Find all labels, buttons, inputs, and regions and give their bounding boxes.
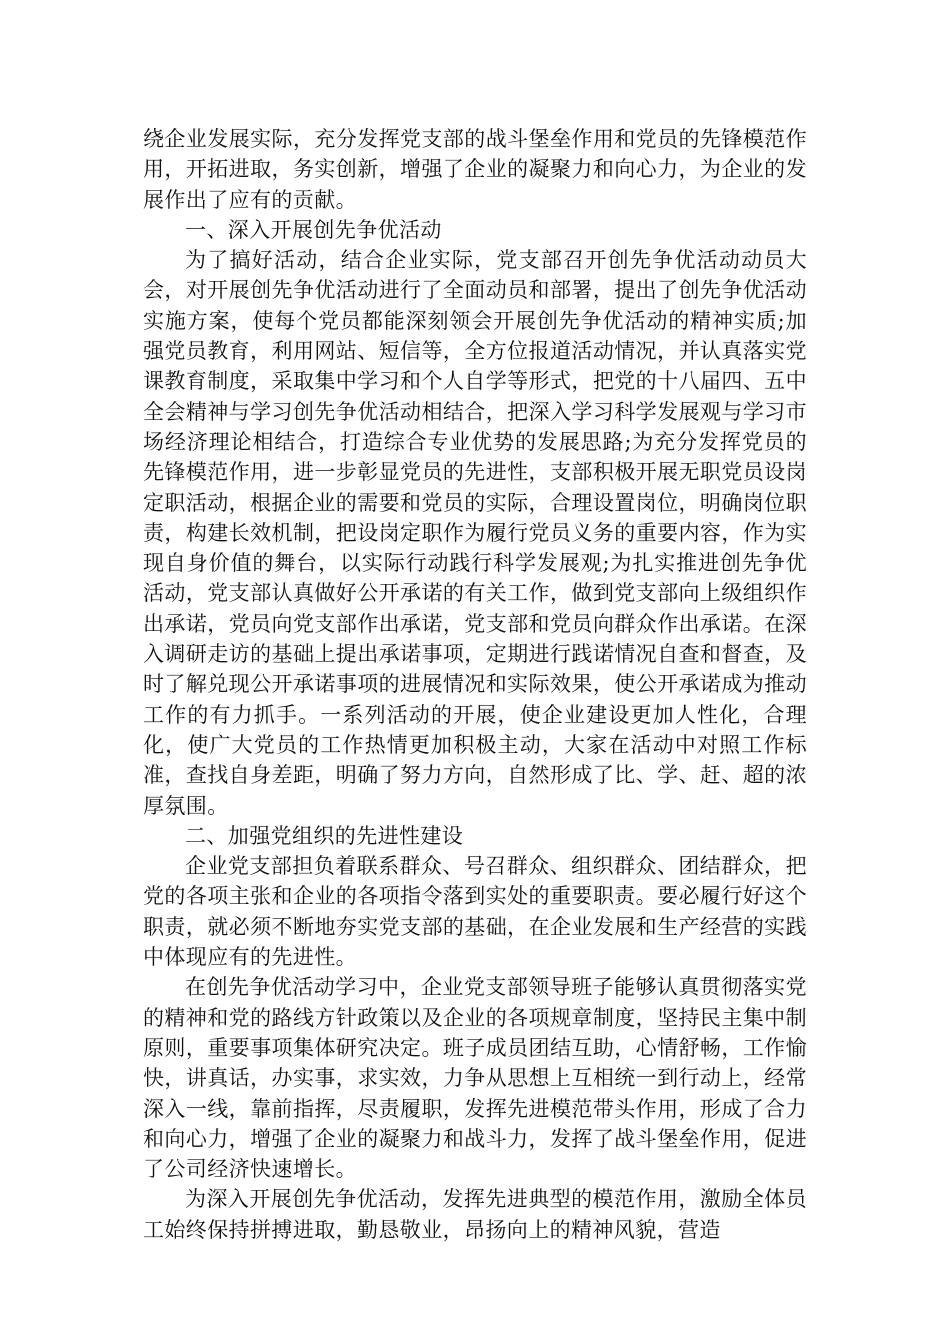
- paragraph-activities: 为了搞好活动，结合企业实际，党支部召开创先争优活动动员大会，对开展创先争优活动进行了全面动员和部署，提出了创先争优活动实施方案，使每个党员都能深刻领会开展创先争优活动的精神实质;加强党员教育，利用网站、短信等，全方位报道活动情况，并认真落实党课教育制度，采取集中学习和个人自学等形式，把党的十八届四、五中全会精神与学习创先争优活动相结合，把深入学习科学发展观与学习市场经济理论相结合，打造综合专业优势的发展思路;为充分发挥党员的先锋模范作用，进一步彰显党员的先进性，支部积极开展无职党员设岗定职活动，根据企业的需要和党员的实际，合理设置岗位，明确岗位职责，构建长效机制，把设岗定职作为履行党员义务的重要内容，作为实现自身价值的舞台，以实际行动践行科学发展观;为扎实推进创先争优活动，党支部认真做好公开承诺的有关工作，做到党支部向上级组织作出承诺，党员向党支部作出承诺，党支部和党员向群众作出承诺。在深入调研走访的基础上提出承诺事项，定期进行践诺情况自查和督查，及时了解兑现公开承诺事项的进展情况和实际效果，使公开承诺成为推动工作的有力抓手。一系列活动的开展，使企业建设更加人性化，合理化，使广大党员的工作热情更加积极主动，大家在活动中对照工作标准，查找自身差距，明确了努力方向，自然形成了比、学、赶、超的浓厚氛围。: [143, 248, 807, 818]
- section-heading-1: 一、深入开展创先争优活动: [185, 217, 442, 242]
- paragraph-leadership: 在创先争优活动学习中，企业党支部领导班子能够认真贯彻落实党的精神和党的路线方针政策以及企业的各项规章制度，坚持民主集中制原则，重要事项集体研究决定。班子成员团结互助，心情舒畅，工作愉快，讲真话，办实事，求实效，力争从思想上互相统一到行动上，经常深入一线，靠前指挥，尽责履职，发挥先进模范带头作用，形成了合力和向心力，增强了企业的凝聚力和战斗力，发挥了战斗堡垒作用，促进了公司经济快速增长。: [143, 975, 807, 1182]
- document-body: [143, 124, 807, 1245]
- paragraph-model-role: 为深入开展创先争优活动，发挥先进典型的模范作用，激励全体员工始终保持拼搏进取，勤恳敬业，昂扬向上的精神风貌，营造: [143, 1187, 807, 1242]
- paragraph-continuation: 绕企业发展实际，充分发挥党支部的战斗堡垒作用和党员的先锋模范作用，开拓进取，务实创新，增强了企业的凝聚力和向心力，为企业的发展作出了应有的贡献。: [143, 127, 807, 212]
- paragraph-responsibility: 企业党支部担负着联系群众、号召群众、组织群众、团结群众，把党的各项主张和企业的各项指令落到实处的重要职责。要必履行好这个职责，就必须不断地夯实党支部的基础，在企业发展和生产经营的实践中体现应有的先进性。: [143, 854, 807, 970]
- section-heading-2: 二、加强党组织的先进性建设: [185, 823, 464, 848]
